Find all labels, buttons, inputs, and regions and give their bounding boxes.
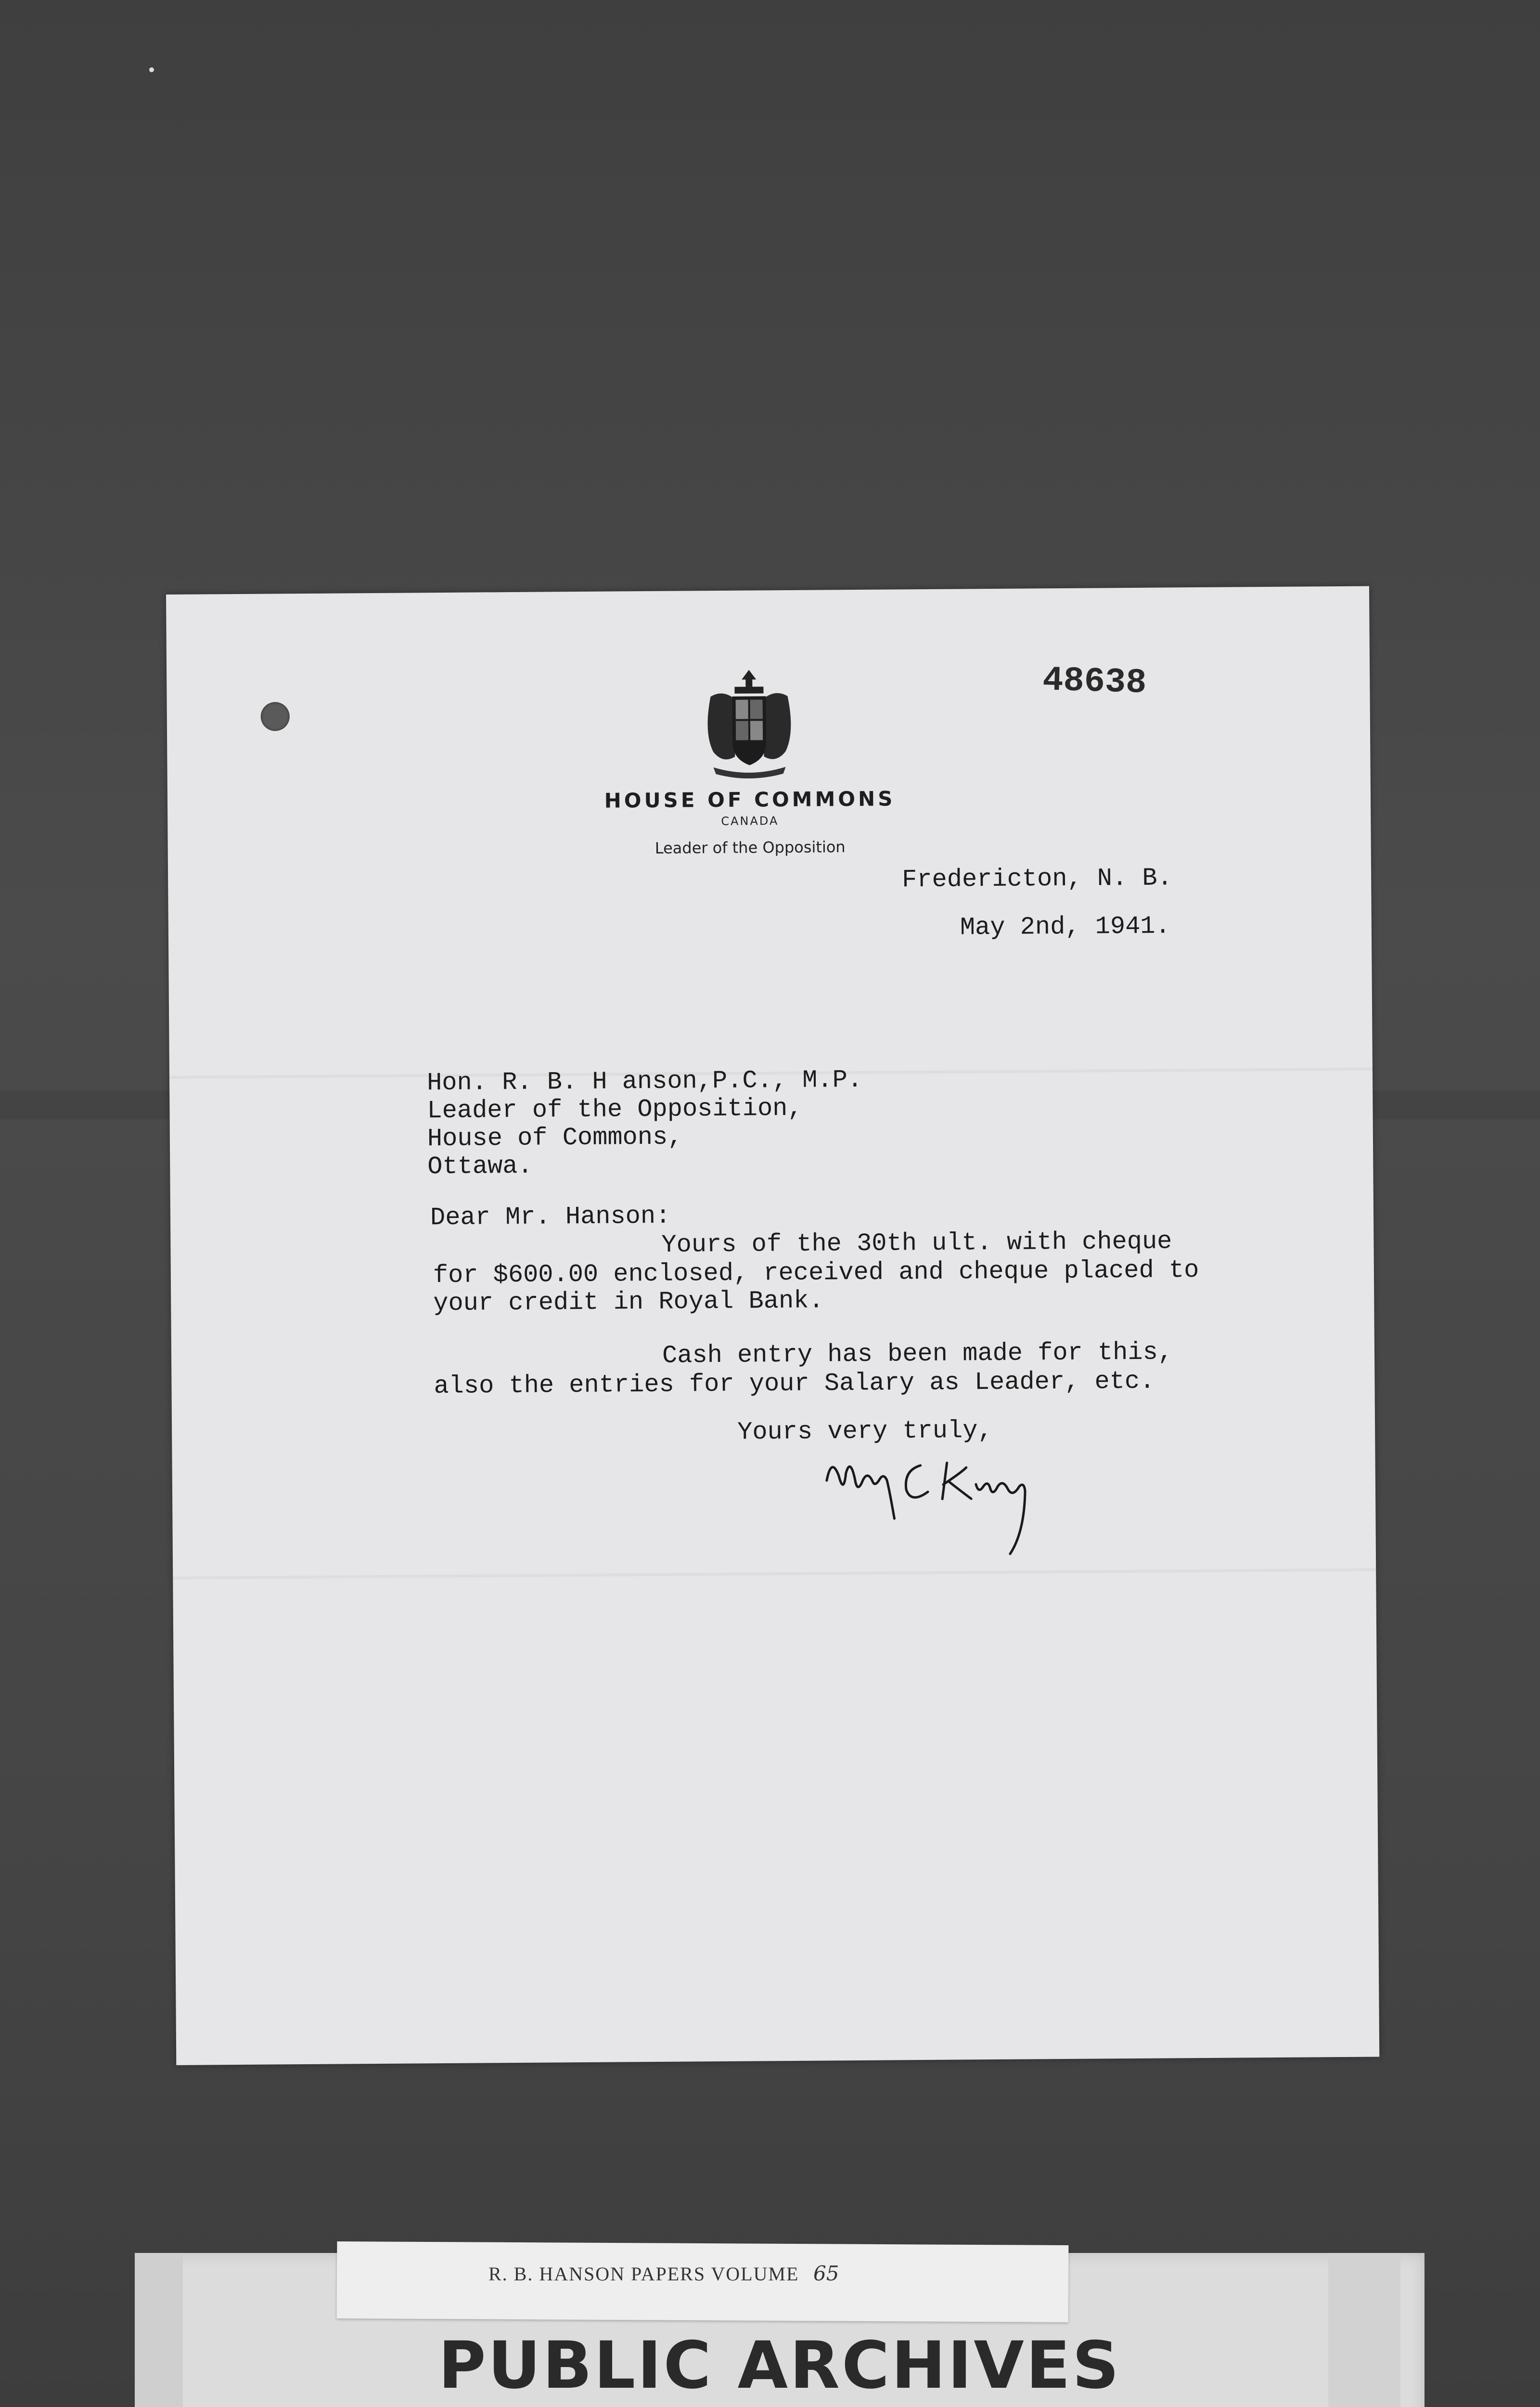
fold-line [173, 1568, 1376, 1579]
letter-sheet [166, 586, 1379, 2065]
volume-label-text: R. B. HANSON PAPERS VOLUME [488, 2263, 799, 2285]
film-speck [149, 67, 154, 72]
address-line: House of Commons, [427, 1123, 683, 1153]
body-line: your credit in Royal Bank. [433, 1286, 824, 1318]
archive-name-english: PUBLIC ARCHIVES [438, 2328, 1121, 2403]
body-line: Yours of the 30th ult. with cheque [661, 1227, 1172, 1259]
salutation: Dear Mr. Hanson: [430, 1202, 671, 1232]
coat-of-arms-icon [689, 660, 810, 781]
handwritten-signature [817, 1445, 1068, 1577]
volume-number: 65 [813, 2262, 839, 2285]
letter-place: Fredericton, N. B. [901, 864, 1173, 894]
punch-hole [261, 702, 290, 731]
letterhead-country: CANADA [721, 814, 779, 828]
address-line: Ottawa. [427, 1152, 533, 1181]
letterhead-office: Leader of the Opposition [654, 838, 846, 857]
body-line: for $600.00 enclosed, received and cheque placed to [433, 1256, 1199, 1290]
address-line: Hon. R. B. H anson,P.C., M.P. [426, 1065, 863, 1098]
address-line: Leader of the Opposition, [427, 1094, 803, 1126]
closing: Yours very truly, [737, 1416, 993, 1447]
letter-date: May 2nd, 1941. [960, 912, 1170, 942]
body-line: Cash entry has been made for this, [662, 1338, 1173, 1370]
document-number-stamp: 48638 [1042, 660, 1147, 703]
letterhead-institution: HOUSE OF COMMONS [604, 787, 896, 813]
body-line: also the entries for your Salary as Leader, etc. [434, 1367, 1155, 1401]
